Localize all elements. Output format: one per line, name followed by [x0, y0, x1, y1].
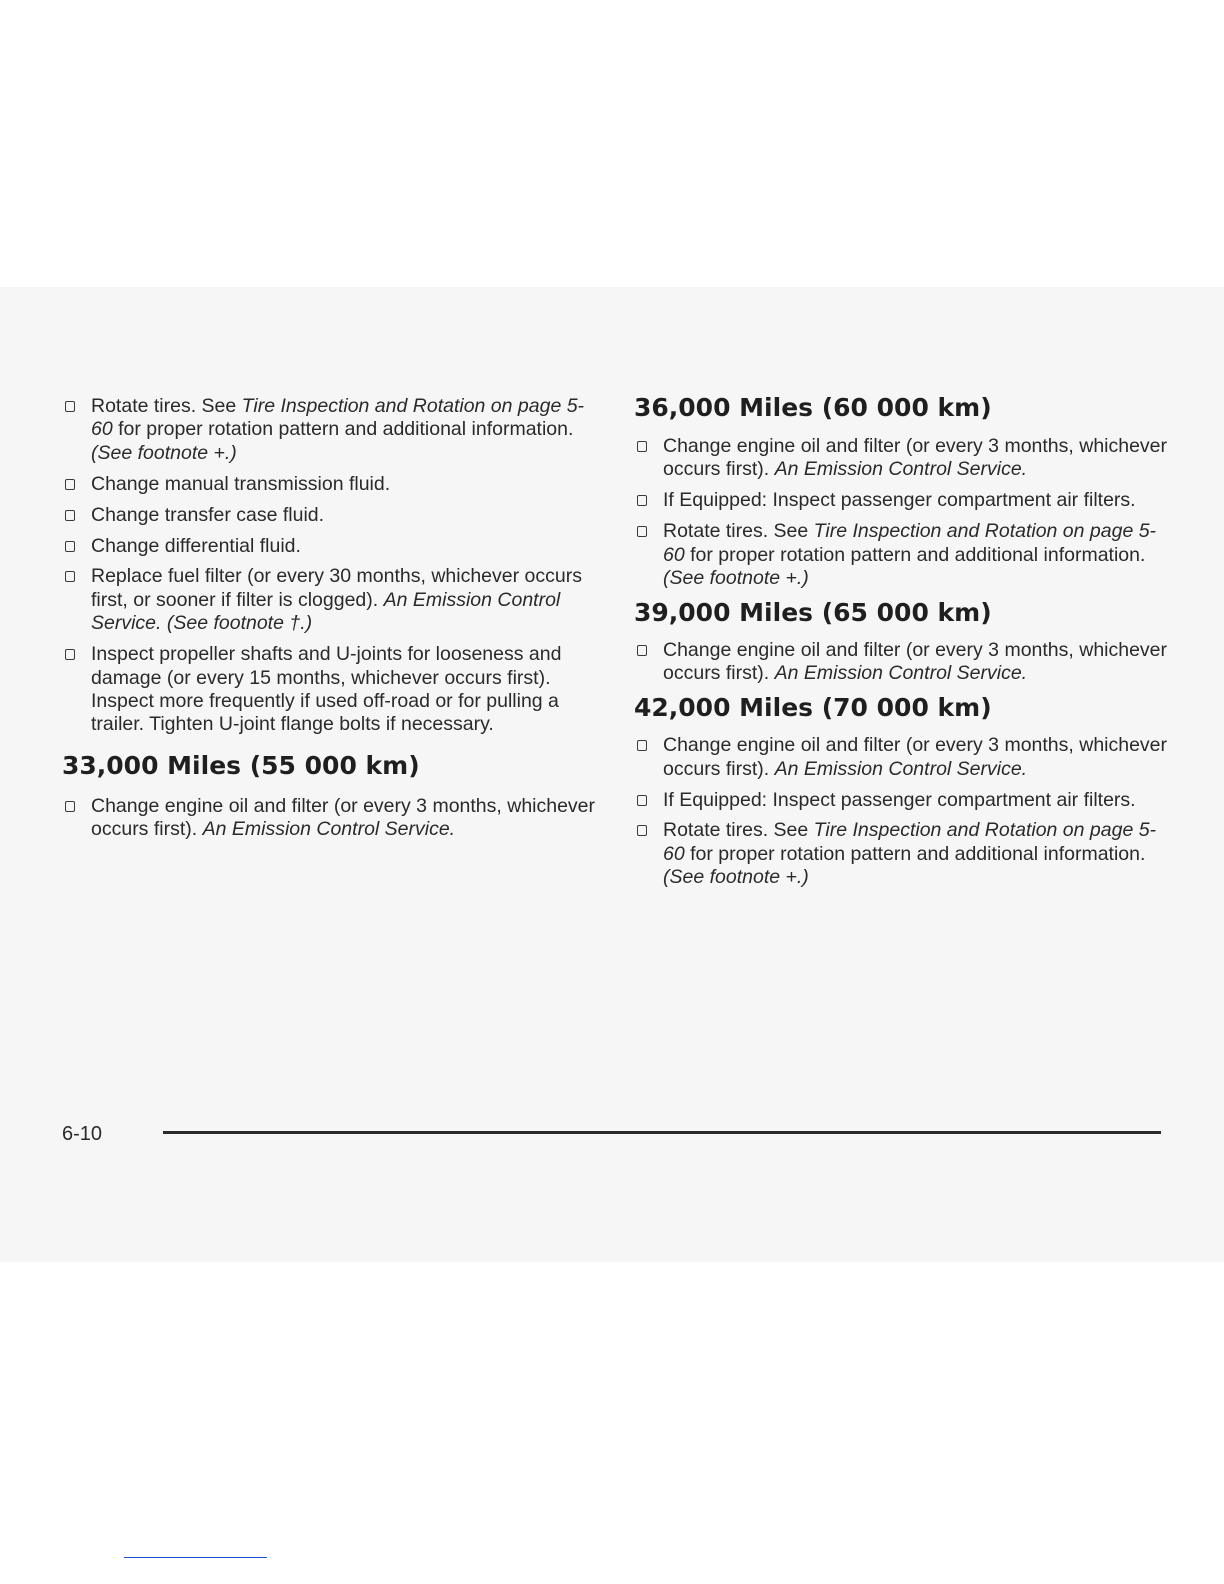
checklist-item: [634, 819, 1174, 889]
italic-text: An Emission Control Service.: [774, 662, 1028, 685]
section-heading-36000: 36,000 Miles (60 000 km): [634, 393, 992, 422]
checkbox-icon: [637, 495, 647, 506]
checklist-39000: [634, 639, 1174, 686]
checkbox-icon: [65, 479, 75, 490]
checklist-item-text: [91, 565, 602, 635]
checkbox-icon: [65, 571, 75, 582]
left-column: [62, 395, 602, 849]
italic-text: (See footnote +.): [91, 441, 237, 464]
right-column: [634, 393, 1174, 897]
checklist-33000: [62, 795, 602, 842]
section-heading-33000: 33,000 Miles (55 000 km): [62, 750, 420, 780]
checklist-item: [62, 395, 602, 465]
body-text: Rotate tires. See: [663, 520, 814, 543]
checklist-item: [62, 795, 602, 842]
italic-text: Tire Inspection and Rotation on page 5-60: [663, 819, 1157, 865]
body-text: Change engine oil and filter (or every 3 months, whichever occurs first).: [663, 435, 1168, 481]
checklist-item-text: [663, 789, 1174, 812]
body-text: Rotate tires. See: [91, 395, 242, 417]
left-top-checklist: [62, 395, 602, 737]
italic-text: (See footnote +.): [663, 866, 809, 889]
checkbox-icon: [637, 526, 647, 537]
checkbox-icon: [65, 541, 75, 552]
checklist-item-text: [91, 504, 602, 527]
checklist-item-text: [91, 395, 602, 465]
checklist-item: [62, 504, 602, 527]
italic-text: An Emission Control Service.: [774, 757, 1028, 780]
body-text: Rotate tires. See: [663, 819, 814, 842]
checklist-36000: [634, 435, 1174, 590]
body-text: Change engine oil and filter (or every 3 months, whichever occurs first).: [91, 794, 596, 841]
checklist-item: [62, 535, 602, 558]
italic-text: An Emission Control Service. (See footnote †.): [91, 588, 561, 635]
checkbox-icon: [637, 795, 647, 806]
body-text: If Equipped: Inspect passenger compartment air filters.: [663, 489, 1136, 512]
link-underline: [124, 1557, 267, 1558]
checklist-item: [62, 643, 602, 737]
italic-text: Tire Inspection and Rotation on page 5-60: [663, 520, 1157, 566]
checklist-item-text: [91, 643, 602, 737]
checklist-item-text: [663, 520, 1174, 590]
section-heading-42000: 42,000 Miles (70 000 km): [634, 693, 992, 723]
body-text: for proper rotation pattern and additional information.: [684, 543, 1146, 566]
body-text: Change engine oil and filter (or every 3 months, whichever occurs first).: [663, 638, 1168, 685]
checklist-item: [634, 639, 1174, 686]
checklist-item-text: [91, 795, 602, 842]
checklist-item: [634, 520, 1174, 590]
checklist-item-text: [91, 535, 602, 558]
body-text: Inspect propeller shafts and U-joints for looseness and damage (or every 15 months, whichever occurs first). Inspect more frequently if used off-road or for pulling a trailer. Tighten U-joint flange bolts if necessary.: [91, 643, 562, 736]
checkbox-icon: [65, 510, 75, 521]
checklist-item-text: [663, 489, 1174, 512]
page-number: 6-10: [62, 1123, 103, 1145]
body-text: Change differential fluid.: [91, 534, 301, 557]
body-text: If Equipped: Inspect passenger compartment air filters.: [663, 788, 1136, 811]
checklist-item: [62, 565, 602, 635]
footer-rule: [163, 1131, 1161, 1134]
checkbox-icon: [637, 740, 647, 751]
body-text: for proper rotation pattern and additional information.: [112, 418, 574, 441]
italic-text: Tire Inspection and Rotation on page 5-60: [91, 395, 585, 441]
checkbox-icon: [65, 401, 75, 412]
checklist-item-text: [663, 435, 1174, 482]
checkbox-icon: [637, 645, 647, 656]
body-text: Change engine oil and filter (or every 3 months, whichever occurs first).: [663, 734, 1168, 780]
checklist-item: [62, 473, 602, 496]
checkbox-icon: [65, 649, 75, 660]
checkbox-icon: [637, 825, 647, 836]
checklist-42000: [634, 734, 1174, 889]
checkbox-icon: [65, 801, 75, 812]
checklist-item: [634, 435, 1174, 482]
italic-text: (See footnote +.): [663, 567, 809, 590]
checklist-item-text: [663, 639, 1174, 686]
checklist-item: [634, 789, 1174, 812]
checklist-item-text: [91, 473, 602, 496]
checklist-item-text: [663, 734, 1174, 781]
italic-text: An Emission Control Service.: [202, 818, 456, 841]
body-text: Change transfer case fluid.: [91, 503, 325, 526]
body-text: for proper rotation pattern and additional information.: [684, 842, 1146, 865]
italic-text: An Emission Control Service.: [774, 458, 1028, 481]
body-text: Replace fuel filter (or every 30 months, whichever occurs first, or sooner if filter is clogged).: [91, 565, 582, 611]
checkbox-icon: [637, 441, 647, 452]
checklist-item: [634, 734, 1174, 781]
checklist-item: [634, 489, 1174, 512]
checklist-item-text: [663, 819, 1174, 889]
body-text: Change manual transmission fluid.: [91, 472, 391, 495]
section-heading-39000: 39,000 Miles (65 000 km): [634, 597, 992, 627]
